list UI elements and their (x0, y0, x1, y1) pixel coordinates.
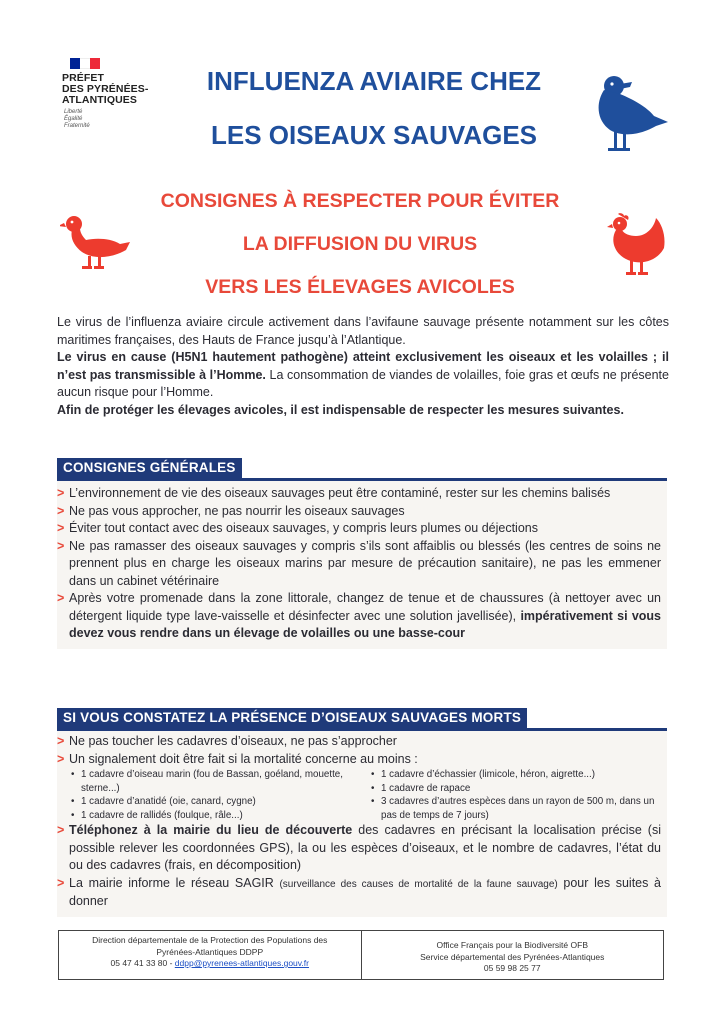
threshold-item: • 1 cadavre de rapace (371, 782, 471, 794)
threshold-item: • 1 cadavre d’anatidé (oie, canard, cygne) (71, 796, 256, 807)
arrow-icon: > (57, 591, 65, 605)
duck-icon (60, 212, 132, 270)
list-item: > Ne pas ramasser des oiseaux sauvages y compris s’ils sont affaiblis ou blessés (les centres de soins ne prennent plus en charge les oiseaux marins par mesure de précaution sanitaire), ne pas les emmener dans un cabinet vétérinaire (57, 538, 661, 588)
list-item: > Éviter tout contact avec des oiseaux sauvages, y compris leurs plumes ou déjections (57, 520, 661, 538)
list-item: > Ne pas vous approcher, ne pas nourrir les oiseaux sauvages (57, 503, 661, 521)
list-item: > Téléphonez à la mairie du lieu de découverte des cadavres en précisant la localisation précise (si possible relever les coordonnées GPS), la ou les espèces d’oiseaux, et le nombre de cadavres, l’état du ou des cadavres (frais, en décomposition) (57, 823, 661, 872)
threshold-list-left (71, 768, 361, 822)
bullet-icon: • (71, 769, 75, 780)
list-item: > La mairie informe le réseau SAGIR (surveillance des causes de mortalité de la faune sauvage) pour les suites à donner (57, 875, 662, 908)
intro-paragraph-1: Le virus de l’influenza aviaire circule activement dans l’avifaune sauvage présente notamment sur les côtes maritimes françaises, des Hauts de France jusqu’à l’Atlantique. (57, 315, 669, 347)
list-item: > L’environnement de vie des oiseaux sauvages peut être contaminé, rester sur les chemins balisés (57, 485, 661, 503)
bullet-icon: • (371, 782, 375, 794)
ddpp-email-link[interactable]: ddpp@pyrenees-atlantiques.gouv.fr (174, 958, 309, 968)
hen-icon (606, 212, 668, 278)
bullet-icon: • (71, 809, 75, 821)
logo-motto: Liberté Égalité Fraternité (64, 109, 90, 129)
list-item: > Ne pas toucher les cadavres d’oiseaux, ne pas s’approcher (57, 733, 661, 751)
threshold-item: • 1 cadavre d’oiseau marin (fou de Bassan, goéland, mouette, sterne...) (71, 769, 343, 794)
dead-birds-section-header: SI VOUS CONSTATEZ LA PRÉSENCE D’OISEAUX SAUVAGES MORTS (57, 708, 527, 728)
ddpp-phone: 05 47 41 33 80 - (110, 958, 175, 968)
contact-footer (58, 930, 664, 980)
bullet-icon: • (371, 769, 375, 780)
arrow-icon: > (57, 486, 65, 500)
intro-paragraph-3: Afin de protéger les élevages avicoles, il est indispensable de respecter les mesures suivantes. (57, 402, 624, 417)
logo-line-2: DES PYRÉNÉES- (62, 83, 149, 95)
arrow-icon: > (57, 751, 65, 766)
threshold-list-right (361, 768, 661, 822)
intro-text (57, 314, 669, 419)
subtitle-line-2: LA DIFFUSION DU VIRUS (242, 233, 478, 255)
dead-birds-section (57, 708, 667, 917)
ofb-contact: Office Français pour la Biodiversité OFB Service départemental des Pyrénées-Atlantiques 05 59 98 25 77 (361, 931, 664, 979)
list-item: > Après votre promenade dans la zone littorale, changez de tenue et de chaussures (à nettoyer avec un détergent liquide type lave-vaisselle et désinfecter avec une solution javellisée), impérativement si vous devez vous rendre dans un élevage de volailles ou une basse-cour (57, 591, 662, 640)
main-title-line-2: LES OISEAUX SAUVAGES (210, 120, 538, 150)
arrow-icon: > (57, 823, 65, 837)
general-section (57, 458, 667, 649)
seagull-icon (590, 72, 670, 156)
threshold-item: • 3 cadavres d’autres espèces dans un rayon de 500 m, dans un pas de temps de 7 jours) (371, 796, 655, 821)
arrow-icon: > (57, 875, 65, 890)
french-flag-icon (70, 58, 100, 69)
arrow-icon: > (57, 521, 65, 535)
arrow-icon: > (57, 734, 65, 748)
subtitle-line-3: VERS LES ÉLEVAGES AVICOLES (205, 276, 515, 298)
bullet-icon: • (371, 796, 375, 807)
threshold-item: • 1 cadavre d’échassier (limicole, héron, aigrette...) (371, 769, 595, 780)
bullet-icon: • (71, 796, 75, 807)
general-section-header: CONSIGNES GÉNÉRALES (57, 458, 242, 478)
main-title-line-1: INFLUENZA AVIAIRE CHEZ (206, 66, 542, 96)
dead-birds-section-body (57, 731, 667, 917)
ofb-phone: 05 59 98 25 77 (483, 963, 541, 973)
threshold-lists (57, 768, 661, 822)
general-section-body (57, 481, 667, 649)
threshold-item: • 1 cadavre de rallidés (foulque, râle...) (71, 809, 243, 821)
arrow-icon: > (57, 503, 65, 518)
ddpp-contact: Direction départementale de la Protection des Populations des Pyrénées-Atlantiques DDPP 05 47 41 33 80 - ddpp@pyrenees-atlantiques.gouv.fr (92, 935, 328, 968)
logo-line-1: PRÉFET (62, 72, 105, 84)
logo-line-3: ATLANTIQUES (62, 94, 137, 106)
arrow-icon: > (57, 538, 65, 553)
intro-paragraph-2: Le virus en cause (H5N1 hautement pathogène) atteint exclusivement les oiseaux et les volailles ; il n’est pas transmissible à l’Homme. La consommation de viandes de volailles, foie gras et œufs ne présente aucun risque pour l’Homme. (57, 350, 669, 399)
subtitle-line-1: CONSIGNES À RESPECTER POUR ÉVITER (160, 190, 560, 212)
list-item: > Un signalement doit être fait si la mortalité concerne au moins : (57, 751, 661, 769)
